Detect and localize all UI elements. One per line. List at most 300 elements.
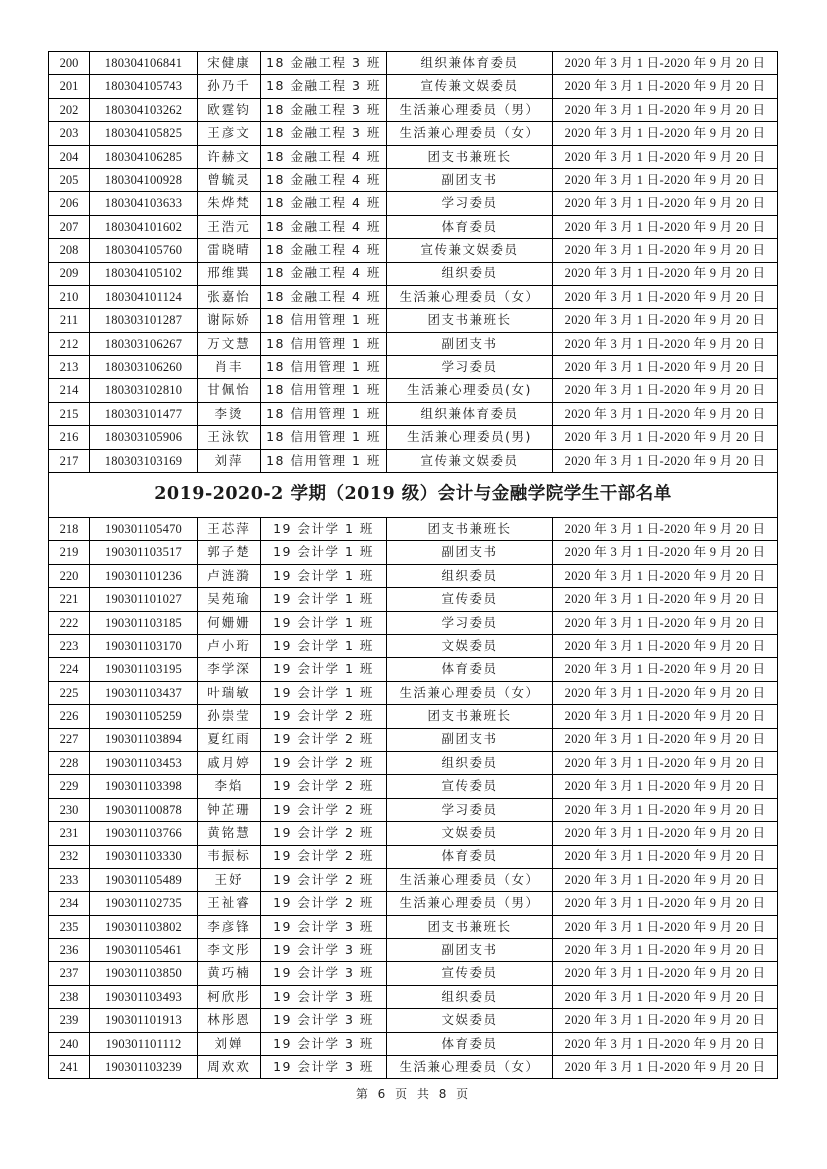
table-row — [49, 449, 778, 472]
cell-class: 18 金融工程 4 班 — [261, 192, 387, 215]
cell-position: 宣传委员 — [387, 962, 553, 985]
cell-student-id: 180303101477 — [90, 402, 198, 425]
cell-name: 雷晓晴 — [198, 239, 261, 262]
cell-class: 18 信用管理 1 班 — [261, 449, 387, 472]
cell-number: 221 — [49, 588, 90, 611]
cell-student-id: 190301101027 — [90, 588, 198, 611]
cell-position: 学习委员 — [387, 192, 553, 215]
cell-class: 19 会计学 1 班 — [261, 634, 387, 657]
table-row — [49, 775, 778, 798]
cell-number: 214 — [49, 379, 90, 402]
cell-name: 万文慧 — [198, 332, 261, 355]
cell-position: 生活兼心理委员（男） — [387, 98, 553, 121]
cell-name: 李学深 — [198, 658, 261, 681]
cell-class: 19 会计学 3 班 — [261, 1056, 387, 1079]
cell-class: 18 信用管理 1 班 — [261, 332, 387, 355]
cell-name: 谢际娇 — [198, 309, 261, 332]
cell-name: 曾毓灵 — [198, 168, 261, 191]
cell-class: 18 金融工程 4 班 — [261, 168, 387, 191]
student-cadre-table — [48, 51, 778, 1079]
cell-position: 宣传兼文娱委员 — [387, 449, 553, 472]
table-row — [49, 822, 778, 845]
cell-name: 何姗姗 — [198, 611, 261, 634]
cell-student-id: 180303106260 — [90, 356, 198, 379]
table-row — [49, 868, 778, 891]
cell-student-id: 180304105743 — [90, 75, 198, 98]
table-row — [49, 168, 778, 191]
cell-class: 18 信用管理 1 班 — [261, 402, 387, 425]
cell-name: 卢涟漪 — [198, 564, 261, 587]
cell-number: 236 — [49, 939, 90, 962]
cell-name: 王彦文 — [198, 122, 261, 145]
cell-term: 2020 年 3 月 1 日-2020 年 9 月 20 日 — [553, 145, 778, 168]
cell-term: 2020 年 3 月 1 日-2020 年 9 月 20 日 — [553, 52, 778, 75]
cell-number: 203 — [49, 122, 90, 145]
cell-student-id: 190301103802 — [90, 915, 198, 938]
cell-number: 235 — [49, 915, 90, 938]
cell-name: 黄巧楠 — [198, 962, 261, 985]
cell-name: 李彦锋 — [198, 915, 261, 938]
cell-class: 19 会计学 2 班 — [261, 845, 387, 868]
cell-class: 19 会计学 2 班 — [261, 892, 387, 915]
table-row — [49, 518, 778, 541]
table-row — [49, 915, 778, 938]
cell-number: 239 — [49, 1009, 90, 1032]
cell-number: 237 — [49, 962, 90, 985]
cell-name: 林彤恩 — [198, 1009, 261, 1032]
cell-term: 2020 年 3 月 1 日-2020 年 9 月 20 日 — [553, 449, 778, 472]
cell-number: 231 — [49, 822, 90, 845]
cell-term: 2020 年 3 月 1 日-2020 年 9 月 20 日 — [553, 541, 778, 564]
cell-position: 生活兼心理委员（男） — [387, 892, 553, 915]
cell-student-id: 180304101602 — [90, 215, 198, 238]
cell-position: 生活兼心理委员（女） — [387, 681, 553, 704]
cell-class: 18 信用管理 1 班 — [261, 426, 387, 449]
section-title-row — [49, 473, 778, 518]
cell-name: 许赫文 — [198, 145, 261, 168]
cell-position: 团支书兼班长 — [387, 145, 553, 168]
cell-student-id: 190301101913 — [90, 1009, 198, 1032]
cell-class: 19 会计学 1 班 — [261, 588, 387, 611]
cell-position: 生活兼心理委员(女) — [387, 379, 553, 402]
cell-class: 19 会计学 1 班 — [261, 518, 387, 541]
cell-number: 217 — [49, 449, 90, 472]
cell-name: 李文彤 — [198, 939, 261, 962]
cell-name: 吴苑瑜 — [198, 588, 261, 611]
cell-class: 18 金融工程 4 班 — [261, 285, 387, 308]
table-row — [49, 611, 778, 634]
cell-position: 副团支书 — [387, 728, 553, 751]
cell-number: 223 — [49, 634, 90, 657]
cell-position: 组织委员 — [387, 262, 553, 285]
cell-position: 副团支书 — [387, 939, 553, 962]
table-row — [49, 541, 778, 564]
cell-term: 2020 年 3 月 1 日-2020 年 9 月 20 日 — [553, 939, 778, 962]
cell-position: 组织委员 — [387, 564, 553, 587]
cell-position: 体育委员 — [387, 658, 553, 681]
cell-student-id: 180303102810 — [90, 379, 198, 402]
cell-name: 王泳钦 — [198, 426, 261, 449]
cell-student-id: 190301105461 — [90, 939, 198, 962]
table-row — [49, 332, 778, 355]
cell-student-id: 190301103894 — [90, 728, 198, 751]
cell-name: 郭子楚 — [198, 541, 261, 564]
cell-term: 2020 年 3 月 1 日-2020 年 9 月 20 日 — [553, 285, 778, 308]
cell-position: 生活兼心理委员（女） — [387, 868, 553, 891]
cell-number: 204 — [49, 145, 90, 168]
table-row — [49, 215, 778, 238]
cell-term: 2020 年 3 月 1 日-2020 年 9 月 20 日 — [553, 845, 778, 868]
cell-number: 207 — [49, 215, 90, 238]
cell-term: 2020 年 3 月 1 日-2020 年 9 月 20 日 — [553, 332, 778, 355]
cell-term: 2020 年 3 月 1 日-2020 年 9 月 20 日 — [553, 168, 778, 191]
cell-name: 宋健康 — [198, 52, 261, 75]
table-row — [49, 98, 778, 121]
cell-class: 18 信用管理 1 班 — [261, 309, 387, 332]
cell-term: 2020 年 3 月 1 日-2020 年 9 月 20 日 — [553, 75, 778, 98]
cell-term: 2020 年 3 月 1 日-2020 年 9 月 20 日 — [553, 728, 778, 751]
cell-number: 227 — [49, 728, 90, 751]
cell-student-id: 190301103517 — [90, 541, 198, 564]
cell-number: 232 — [49, 845, 90, 868]
cell-number: 208 — [49, 239, 90, 262]
cell-class: 18 金融工程 3 班 — [261, 52, 387, 75]
cell-term: 2020 年 3 月 1 日-2020 年 9 月 20 日 — [553, 985, 778, 1008]
cell-student-id: 180303106267 — [90, 332, 198, 355]
cell-number: 222 — [49, 611, 90, 634]
table-row — [49, 1032, 778, 1055]
cell-position: 学习委员 — [387, 798, 553, 821]
cell-class: 19 会计学 3 班 — [261, 962, 387, 985]
table-row — [49, 75, 778, 98]
cell-term: 2020 年 3 月 1 日-2020 年 9 月 20 日 — [553, 588, 778, 611]
cell-position: 宣传委员 — [387, 588, 553, 611]
cell-term: 2020 年 3 月 1 日-2020 年 9 月 20 日 — [553, 822, 778, 845]
cell-class: 19 会计学 2 班 — [261, 868, 387, 891]
table-row — [49, 892, 778, 915]
cell-class: 18 金融工程 3 班 — [261, 75, 387, 98]
table-row — [49, 962, 778, 985]
cell-student-id: 190301103398 — [90, 775, 198, 798]
cell-class: 18 金融工程 4 班 — [261, 262, 387, 285]
cell-name: 王祉睿 — [198, 892, 261, 915]
table-row — [49, 285, 778, 308]
cell-number: 225 — [49, 681, 90, 704]
table-row — [49, 728, 778, 751]
cell-class: 19 会计学 1 班 — [261, 564, 387, 587]
cell-position: 学习委员 — [387, 356, 553, 379]
cell-name: 李焰 — [198, 775, 261, 798]
table-row — [49, 634, 778, 657]
cell-number: 209 — [49, 262, 90, 285]
table-row — [49, 1056, 778, 1079]
cell-student-id: 190301103766 — [90, 822, 198, 845]
cell-student-id: 180304106285 — [90, 145, 198, 168]
cell-number: 234 — [49, 892, 90, 915]
cell-class: 19 会计学 2 班 — [261, 705, 387, 728]
cell-student-id: 190301102735 — [90, 892, 198, 915]
table-row — [49, 658, 778, 681]
cell-term: 2020 年 3 月 1 日-2020 年 9 月 20 日 — [553, 402, 778, 425]
cell-name: 柯欣彤 — [198, 985, 261, 1008]
cell-student-id: 190301103170 — [90, 634, 198, 657]
cell-student-id: 190301103437 — [90, 681, 198, 704]
section-2019-rows — [49, 518, 778, 1079]
cell-student-id: 190301105470 — [90, 518, 198, 541]
cell-position: 副团支书 — [387, 168, 553, 191]
cell-term: 2020 年 3 月 1 日-2020 年 9 月 20 日 — [553, 215, 778, 238]
cell-class: 19 会计学 1 班 — [261, 658, 387, 681]
cell-position: 体育委员 — [387, 845, 553, 868]
cell-position: 生活兼心理委员(男) — [387, 426, 553, 449]
cell-term: 2020 年 3 月 1 日-2020 年 9 月 20 日 — [553, 1032, 778, 1055]
cell-term: 2020 年 3 月 1 日-2020 年 9 月 20 日 — [553, 962, 778, 985]
cell-position: 组织委员 — [387, 985, 553, 1008]
cell-name: 李烫 — [198, 402, 261, 425]
cell-number: 238 — [49, 985, 90, 1008]
section-title: 2019-2020-2 学期（2019 级）会计与金融学院学生干部名单 — [49, 473, 778, 518]
cell-name: 刘萍 — [198, 449, 261, 472]
cell-student-id: 180304103633 — [90, 192, 198, 215]
table-row — [49, 939, 778, 962]
cell-name: 戚月婷 — [198, 751, 261, 774]
cell-number: 215 — [49, 402, 90, 425]
cell-student-id: 190301103330 — [90, 845, 198, 868]
cell-student-id: 180304100928 — [90, 168, 198, 191]
cell-student-id: 180304101124 — [90, 285, 198, 308]
table-row — [49, 845, 778, 868]
cell-name: 夏红雨 — [198, 728, 261, 751]
cell-position: 组织兼体育委员 — [387, 402, 553, 425]
cell-class: 18 金融工程 4 班 — [261, 215, 387, 238]
cell-number: 201 — [49, 75, 90, 98]
cell-position: 团支书兼班长 — [387, 915, 553, 938]
cell-term: 2020 年 3 月 1 日-2020 年 9 月 20 日 — [553, 379, 778, 402]
cell-name: 张嘉怡 — [198, 285, 261, 308]
section-2018-rows — [49, 52, 778, 473]
cell-class: 19 会计学 2 班 — [261, 728, 387, 751]
cell-position: 副团支书 — [387, 541, 553, 564]
cell-class: 19 会计学 3 班 — [261, 915, 387, 938]
cell-student-id: 180304105102 — [90, 262, 198, 285]
cell-name: 叶瑞敏 — [198, 681, 261, 704]
cell-position: 生活兼心理委员（女） — [387, 285, 553, 308]
cell-number: 228 — [49, 751, 90, 774]
cell-name: 朱烨梵 — [198, 192, 261, 215]
cell-number: 226 — [49, 705, 90, 728]
cell-class: 18 金融工程 4 班 — [261, 239, 387, 262]
cell-class: 19 会计学 3 班 — [261, 985, 387, 1008]
cell-term: 2020 年 3 月 1 日-2020 年 9 月 20 日 — [553, 98, 778, 121]
cell-position: 体育委员 — [387, 215, 553, 238]
table-row — [49, 751, 778, 774]
cell-term: 2020 年 3 月 1 日-2020 年 9 月 20 日 — [553, 775, 778, 798]
cell-class: 19 会计学 3 班 — [261, 1009, 387, 1032]
cell-student-id: 190301103195 — [90, 658, 198, 681]
cell-student-id: 190301101236 — [90, 564, 198, 587]
cell-position: 组织委员 — [387, 751, 553, 774]
cell-class: 19 会计学 1 班 — [261, 681, 387, 704]
cell-name: 王妤 — [198, 868, 261, 891]
cell-number: 202 — [49, 98, 90, 121]
cell-class: 19 会计学 1 班 — [261, 611, 387, 634]
cell-number: 211 — [49, 309, 90, 332]
cell-number: 219 — [49, 541, 90, 564]
cell-student-id: 190301105259 — [90, 705, 198, 728]
cell-term: 2020 年 3 月 1 日-2020 年 9 月 20 日 — [553, 309, 778, 332]
table-row — [49, 681, 778, 704]
table-row — [49, 192, 778, 215]
cell-name: 钟芷珊 — [198, 798, 261, 821]
cell-term: 2020 年 3 月 1 日-2020 年 9 月 20 日 — [553, 1009, 778, 1032]
cell-term: 2020 年 3 月 1 日-2020 年 9 月 20 日 — [553, 262, 778, 285]
cell-class: 18 金融工程 3 班 — [261, 122, 387, 145]
table-row — [49, 705, 778, 728]
cell-name: 周欢欢 — [198, 1056, 261, 1079]
cell-student-id: 180303105906 — [90, 426, 198, 449]
cell-student-id: 190301103185 — [90, 611, 198, 634]
cell-position: 文娱委员 — [387, 822, 553, 845]
cell-name: 王浩元 — [198, 215, 261, 238]
table-row — [49, 798, 778, 821]
cell-student-id: 180303103169 — [90, 449, 198, 472]
cell-class: 19 会计学 2 班 — [261, 775, 387, 798]
cell-term: 2020 年 3 月 1 日-2020 年 9 月 20 日 — [553, 868, 778, 891]
cell-position: 宣传委员 — [387, 775, 553, 798]
cell-position: 体育委员 — [387, 1032, 553, 1055]
cell-number: 213 — [49, 356, 90, 379]
cell-name: 孙崇莹 — [198, 705, 261, 728]
cell-position: 文娱委员 — [387, 1009, 553, 1032]
cell-position: 组织兼体育委员 — [387, 52, 553, 75]
cell-term: 2020 年 3 月 1 日-2020 年 9 月 20 日 — [553, 122, 778, 145]
cell-name: 肖丰 — [198, 356, 261, 379]
cell-name: 王芯萍 — [198, 518, 261, 541]
cell-position: 学习委员 — [387, 611, 553, 634]
cell-position: 团支书兼班长 — [387, 518, 553, 541]
cell-position: 生活兼心理委员（女） — [387, 1056, 553, 1079]
cell-class: 19 会计学 3 班 — [261, 1032, 387, 1055]
cell-student-id: 190301103239 — [90, 1056, 198, 1079]
page-footer: 第 6 页 共 8 页 — [355, 1087, 472, 1101]
cell-term: 2020 年 3 月 1 日-2020 年 9 月 20 日 — [553, 681, 778, 704]
table-row — [49, 379, 778, 402]
cell-term: 2020 年 3 月 1 日-2020 年 9 月 20 日 — [553, 239, 778, 262]
cell-term: 2020 年 3 月 1 日-2020 年 9 月 20 日 — [553, 634, 778, 657]
table-row — [49, 122, 778, 145]
table-row — [49, 1009, 778, 1032]
cell-term: 2020 年 3 月 1 日-2020 年 9 月 20 日 — [553, 705, 778, 728]
cell-number: 224 — [49, 658, 90, 681]
cell-term: 2020 年 3 月 1 日-2020 年 9 月 20 日 — [553, 798, 778, 821]
cell-number: 200 — [49, 52, 90, 75]
cell-student-id: 180304103262 — [90, 98, 198, 121]
table-row — [49, 262, 778, 285]
table-row — [49, 564, 778, 587]
cell-position: 宣传兼文娱委员 — [387, 75, 553, 98]
table-row — [49, 588, 778, 611]
cell-student-id: 190301103850 — [90, 962, 198, 985]
cell-number: 230 — [49, 798, 90, 821]
cell-number: 229 — [49, 775, 90, 798]
cell-student-id: 190301103493 — [90, 985, 198, 1008]
cell-student-id: 190301100878 — [90, 798, 198, 821]
table-row — [49, 356, 778, 379]
cell-term: 2020 年 3 月 1 日-2020 年 9 月 20 日 — [553, 1056, 778, 1079]
cell-student-id: 180304105825 — [90, 122, 198, 145]
cell-number: 220 — [49, 564, 90, 587]
cell-term: 2020 年 3 月 1 日-2020 年 9 月 20 日 — [553, 356, 778, 379]
cell-number: 205 — [49, 168, 90, 191]
cell-class: 19 会计学 1 班 — [261, 541, 387, 564]
section-2019-header — [49, 473, 778, 518]
cell-student-id: 190301103453 — [90, 751, 198, 774]
table-row — [49, 985, 778, 1008]
cell-name: 邢维巽 — [198, 262, 261, 285]
cell-class: 18 信用管理 1 班 — [261, 379, 387, 402]
cell-position: 团支书兼班长 — [387, 705, 553, 728]
cell-class: 19 会计学 3 班 — [261, 939, 387, 962]
cell-number: 210 — [49, 285, 90, 308]
cell-number: 240 — [49, 1032, 90, 1055]
cell-number: 218 — [49, 518, 90, 541]
cell-class: 18 金融工程 4 班 — [261, 145, 387, 168]
cell-class: 19 会计学 2 班 — [261, 822, 387, 845]
cell-class: 18 金融工程 3 班 — [261, 98, 387, 121]
cell-class: 18 信用管理 1 班 — [261, 356, 387, 379]
cell-class: 19 会计学 2 班 — [261, 798, 387, 821]
cell-name: 韦振标 — [198, 845, 261, 868]
cell-term: 2020 年 3 月 1 日-2020 年 9 月 20 日 — [553, 426, 778, 449]
cell-term: 2020 年 3 月 1 日-2020 年 9 月 20 日 — [553, 564, 778, 587]
table-row — [49, 309, 778, 332]
cell-name: 刘婵 — [198, 1032, 261, 1055]
cell-student-id: 190301101112 — [90, 1032, 198, 1055]
cell-class: 19 会计学 2 班 — [261, 751, 387, 774]
cell-student-id: 190301105489 — [90, 868, 198, 891]
cell-position: 宣传兼文娱委员 — [387, 239, 553, 262]
cell-name: 黄铭慧 — [198, 822, 261, 845]
table-row — [49, 239, 778, 262]
cell-term: 2020 年 3 月 1 日-2020 年 9 月 20 日 — [553, 192, 778, 215]
cell-number: 212 — [49, 332, 90, 355]
cell-term: 2020 年 3 月 1 日-2020 年 9 月 20 日 — [553, 915, 778, 938]
table-row — [49, 52, 778, 75]
cell-position: 文娱委员 — [387, 634, 553, 657]
cell-name: 卢小珩 — [198, 634, 261, 657]
cell-term: 2020 年 3 月 1 日-2020 年 9 月 20 日 — [553, 658, 778, 681]
cell-term: 2020 年 3 月 1 日-2020 年 9 月 20 日 — [553, 892, 778, 915]
cell-term: 2020 年 3 月 1 日-2020 年 9 月 20 日 — [553, 751, 778, 774]
cell-term: 2020 年 3 月 1 日-2020 年 9 月 20 日 — [553, 518, 778, 541]
cell-name: 欧霆钧 — [198, 98, 261, 121]
cell-student-id: 180304105760 — [90, 239, 198, 262]
cell-position: 团支书兼班长 — [387, 309, 553, 332]
table-row — [49, 402, 778, 425]
table-row — [49, 426, 778, 449]
cell-student-id: 180304106841 — [90, 52, 198, 75]
cell-position: 生活兼心理委员（女） — [387, 122, 553, 145]
cell-number: 241 — [49, 1056, 90, 1079]
cell-number: 216 — [49, 426, 90, 449]
table-row — [49, 145, 778, 168]
cell-student-id: 180303101287 — [90, 309, 198, 332]
cell-name: 甘佩怡 — [198, 379, 261, 402]
cell-term: 2020 年 3 月 1 日-2020 年 9 月 20 日 — [553, 611, 778, 634]
cell-name: 孙乃千 — [198, 75, 261, 98]
cell-number: 206 — [49, 192, 90, 215]
cell-number: 233 — [49, 868, 90, 891]
